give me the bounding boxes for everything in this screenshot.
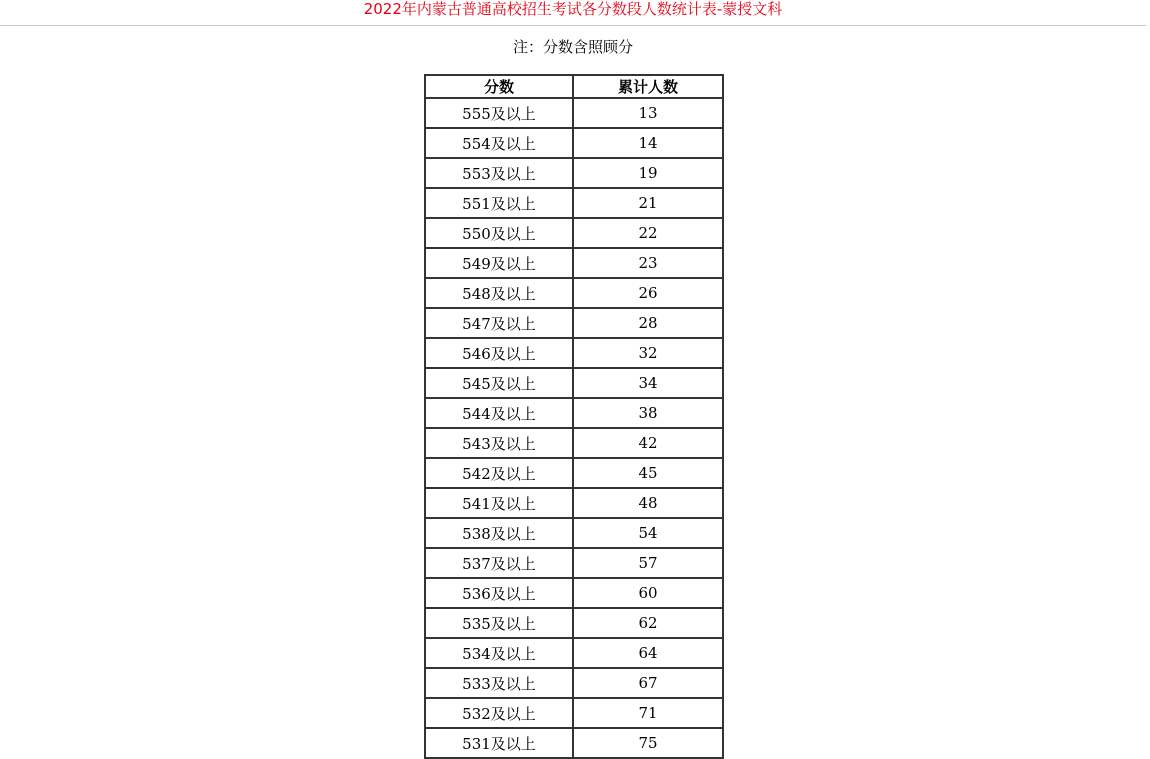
count-cell: 14: [573, 128, 723, 158]
score-cell: 550及以上: [425, 218, 573, 248]
count-cell: 60: [573, 578, 723, 608]
table-row: [425, 308, 723, 338]
score-cell: 538及以上: [425, 518, 573, 548]
table-row: [425, 428, 723, 458]
count-cell: 34: [573, 368, 723, 398]
score-cell: 541及以上: [425, 488, 573, 518]
table-row: [425, 578, 723, 608]
score-cell: 555及以上: [425, 98, 573, 128]
count-cell: 13: [573, 98, 723, 128]
score-cell: 542及以上: [425, 458, 573, 488]
table-row: [425, 548, 723, 578]
table-row: [425, 728, 723, 758]
count-cell: 22: [573, 218, 723, 248]
table-row: [425, 488, 723, 518]
score-cell: 549及以上: [425, 248, 573, 278]
score-cell: 536及以上: [425, 578, 573, 608]
table-body: [425, 98, 723, 758]
table-row: [425, 338, 723, 368]
score-cell: 534及以上: [425, 638, 573, 668]
table-row: [425, 608, 723, 638]
score-cell: 547及以上: [425, 308, 573, 338]
score-cell: 548及以上: [425, 278, 573, 308]
table-row: [425, 158, 723, 188]
count-cell: 42: [573, 428, 723, 458]
count-cell: 71: [573, 698, 723, 728]
count-cell: 45: [573, 458, 723, 488]
score-cell: 532及以上: [425, 698, 573, 728]
score-table: [424, 74, 724, 759]
score-cell: 545及以上: [425, 368, 573, 398]
count-cell: 54: [573, 518, 723, 548]
score-cell: 533及以上: [425, 668, 573, 698]
table-row: [425, 518, 723, 548]
table-row: [425, 128, 723, 158]
score-note: 注：分数含照顾分: [512, 38, 633, 56]
count-cell: 57: [573, 548, 723, 578]
score-cell: 537及以上: [425, 548, 573, 578]
score-cell: 543及以上: [425, 428, 573, 458]
table-row: [425, 458, 723, 488]
table-row: [425, 278, 723, 308]
score-cell: 544及以上: [425, 398, 573, 428]
table-row: [425, 668, 723, 698]
count-cell: 64: [573, 638, 723, 668]
score-cell: 554及以上: [425, 128, 573, 158]
count-cell: 32: [573, 338, 723, 368]
count-cell: 62: [573, 608, 723, 638]
table-row: [425, 248, 723, 278]
page-title: 2022年内蒙古普通高校招生考试各分数段人数统计表-蒙授文科: [0, 0, 1146, 26]
table-row: [425, 218, 723, 248]
count-cell: 67: [573, 668, 723, 698]
header-score: 分数: [425, 75, 573, 98]
score-cell: 551及以上: [425, 188, 573, 218]
table-row: [425, 398, 723, 428]
table-header-row: [425, 75, 723, 98]
table-row: [425, 188, 723, 218]
table-row: [425, 98, 723, 128]
count-cell: 75: [573, 728, 723, 758]
count-cell: 48: [573, 488, 723, 518]
score-cell: 535及以上: [425, 608, 573, 638]
count-cell: 23: [573, 248, 723, 278]
table-row: [425, 368, 723, 398]
count-cell: 19: [573, 158, 723, 188]
table-row: [425, 638, 723, 668]
score-cell: 546及以上: [425, 338, 573, 368]
score-cell: 553及以上: [425, 158, 573, 188]
count-cell: 28: [573, 308, 723, 338]
count-cell: 21: [573, 188, 723, 218]
score-cell: 531及以上: [425, 728, 573, 758]
header-cumulative-count: 累计人数: [573, 75, 723, 98]
count-cell: 38: [573, 398, 723, 428]
count-cell: 26: [573, 278, 723, 308]
table-row: [425, 698, 723, 728]
